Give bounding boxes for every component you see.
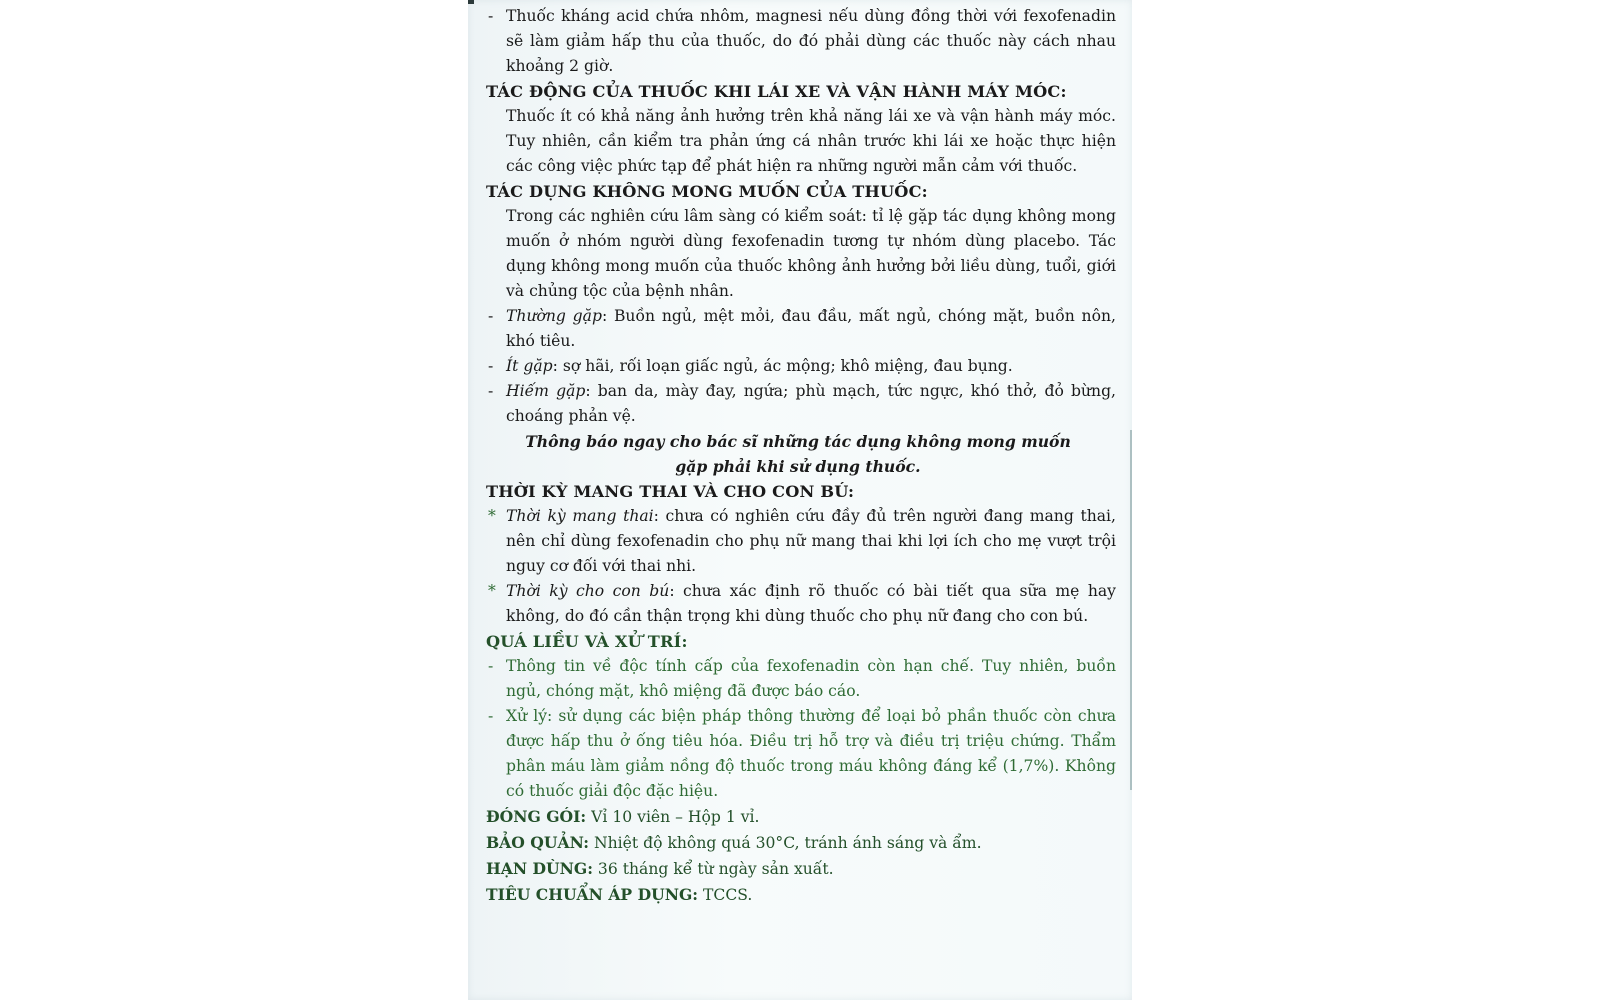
lactation-label: Thời kỳ cho con bú: [506, 582, 670, 600]
standard-line: [486, 882, 1116, 908]
rare-text: : ban da, mày đay, ngứa; phù mạch, tức ngực, khó thở, đỏ bừng, choáng phản vệ.: [506, 382, 1117, 425]
common-label: Thường gặp: [506, 307, 602, 325]
standard-label: TIÊU CHUẨN ÁP DỤNG:: [486, 885, 699, 904]
interaction-text: Thuốc kháng acid chứa nhôm, magnesi nếu dùng đồng thời với fexofenadin sẽ làm giảm hấp thu của thuốc, do đó phải dùng các thuốc này cách nhau khoảng 2 giờ.: [506, 7, 1116, 75]
shelf-life-value: 36 tháng kể từ ngày sản xuất.: [592, 860, 834, 878]
common-text: : Buồn ngủ, mệt mỏi, đau đầu, mất ngủ, chóng mặt, buồn nôn, khó tiêu.: [506, 307, 1116, 350]
packaging-label: ĐÓNG GÓI:: [486, 807, 587, 826]
side-effect-common: [486, 304, 1116, 354]
storage-value: Nhiệt độ không quá 30°C, tránh ánh sáng và ẩm.: [589, 834, 982, 852]
star-marker: *: [488, 507, 496, 525]
side-effects-heading: TÁC DỤNG KHÔNG MONG MUỐN CỦA THUỐC:: [486, 182, 928, 201]
overdose-treatment-text: Xử lý: sử dụng các biện pháp thông thường để loại bỏ phần thuốc còn chưa được hấp thu ở ống tiêu hóa. Điều trị hỗ trợ và điều trị triệu chứng. Thẩm phân máu làm giảm nồng độ thuốc trong máu không đáng kể (1,7%). Không có thuốc giải độc đặc hiệu.: [506, 707, 1116, 800]
dash-marker: -: [488, 7, 494, 25]
star-marker: *: [488, 582, 496, 600]
pregnancy-text: : chưa có nghiên cứu đầy đủ trên người đang mang thai, nên chỉ dùng fexofenadin cho phụ nữ mang thai khi lợi ích cho mẹ vượt trội nguy cơ đối với thai nhi.: [506, 507, 1116, 575]
lactation-item: [486, 579, 1116, 629]
rare-label: Hiếm gặp: [506, 382, 586, 400]
packaging-value: Vỉ 10 viên – Hộp 1 vỉ.: [586, 808, 760, 826]
dash-marker: -: [488, 707, 494, 725]
storage-label: BẢO QUẢN:: [486, 833, 590, 852]
side-effect-uncommon: [486, 354, 1116, 379]
pregnancy-heading: THỜI KỲ MANG THAI VÀ CHO CON BÚ:: [486, 482, 855, 501]
interaction-item: [486, 4, 1116, 79]
shelf-life-label: HẠN DÙNG:: [486, 859, 593, 878]
overdose-info-text: Thông tin về độc tính cấp của fexofenadin còn hạn chế. Tuy nhiên, buồn ngủ, chóng mặt, khô miệng đã được báo cáo.: [506, 657, 1116, 700]
pregnancy-item: [486, 504, 1116, 579]
lactation-text: : chưa xác định rõ thuốc có bài tiết qua sữa mẹ hay không, do đó cần thận trọng khi dùng thuốc cho phụ nữ đang cho con bú.: [506, 582, 1116, 625]
leaflet-content: [486, 4, 1116, 908]
driving-text: Thuốc ít có khả năng ảnh hưởng trên khả năng lái xe và vận hành máy móc. Tuy nhiên, cần kiểm tra phản ứng cá nhân trước khi lái xe hoặc thực hiện các công việc phức tạp để phát hiện ra những người mẫn cảm với thuốc.: [506, 107, 1116, 175]
packaging-line: [486, 804, 1116, 830]
dash-marker: -: [488, 657, 494, 675]
driving-heading: TÁC ĐỘNG CỦA THUỐC KHI LÁI XE VÀ VẬN HÀNH MÁY MÓC:: [486, 82, 1067, 101]
pregnancy-label: Thời kỳ mang thai: [506, 507, 654, 525]
uncommon-text: : sợ hãi, rối loạn giấc ngủ, ác mộng; khô miệng, đau bụng.: [552, 357, 1013, 375]
storage-line: [486, 830, 1116, 856]
standard-value: TCCS.: [698, 886, 753, 904]
dash-marker: -: [488, 307, 494, 325]
doctor-notice: Thông báo ngay cho bác sĩ những tác dụng không mong muốn gặp phải khi sử dụng thuốc.: [525, 432, 1071, 476]
overdose-item-treatment: [486, 704, 1116, 804]
dash-marker: -: [488, 357, 494, 375]
overdose-heading: QUÁ LIỀU VÀ XỬ TRÍ:: [486, 632, 688, 651]
dash-marker: -: [488, 382, 494, 400]
uncommon-label: Ít gặp: [506, 357, 553, 375]
side-effects-intro: Trong các nghiên cứu lâm sàng có kiểm soát: tỉ lệ gặp tác dụng không mong muốn ở nhóm người dùng fexofenadin tương tự nhóm dùng placebo. Tác dụng không mong muốn của thuốc không ảnh hưởng bởi liều dùng, tuổi, giới và chủng tộc của bệnh nhân.: [506, 207, 1116, 300]
leaflet-sheet: [468, 0, 1132, 1000]
overdose-item-info: [486, 654, 1116, 704]
shelf-life-line: [486, 856, 1116, 882]
side-effect-rare: [486, 379, 1116, 429]
